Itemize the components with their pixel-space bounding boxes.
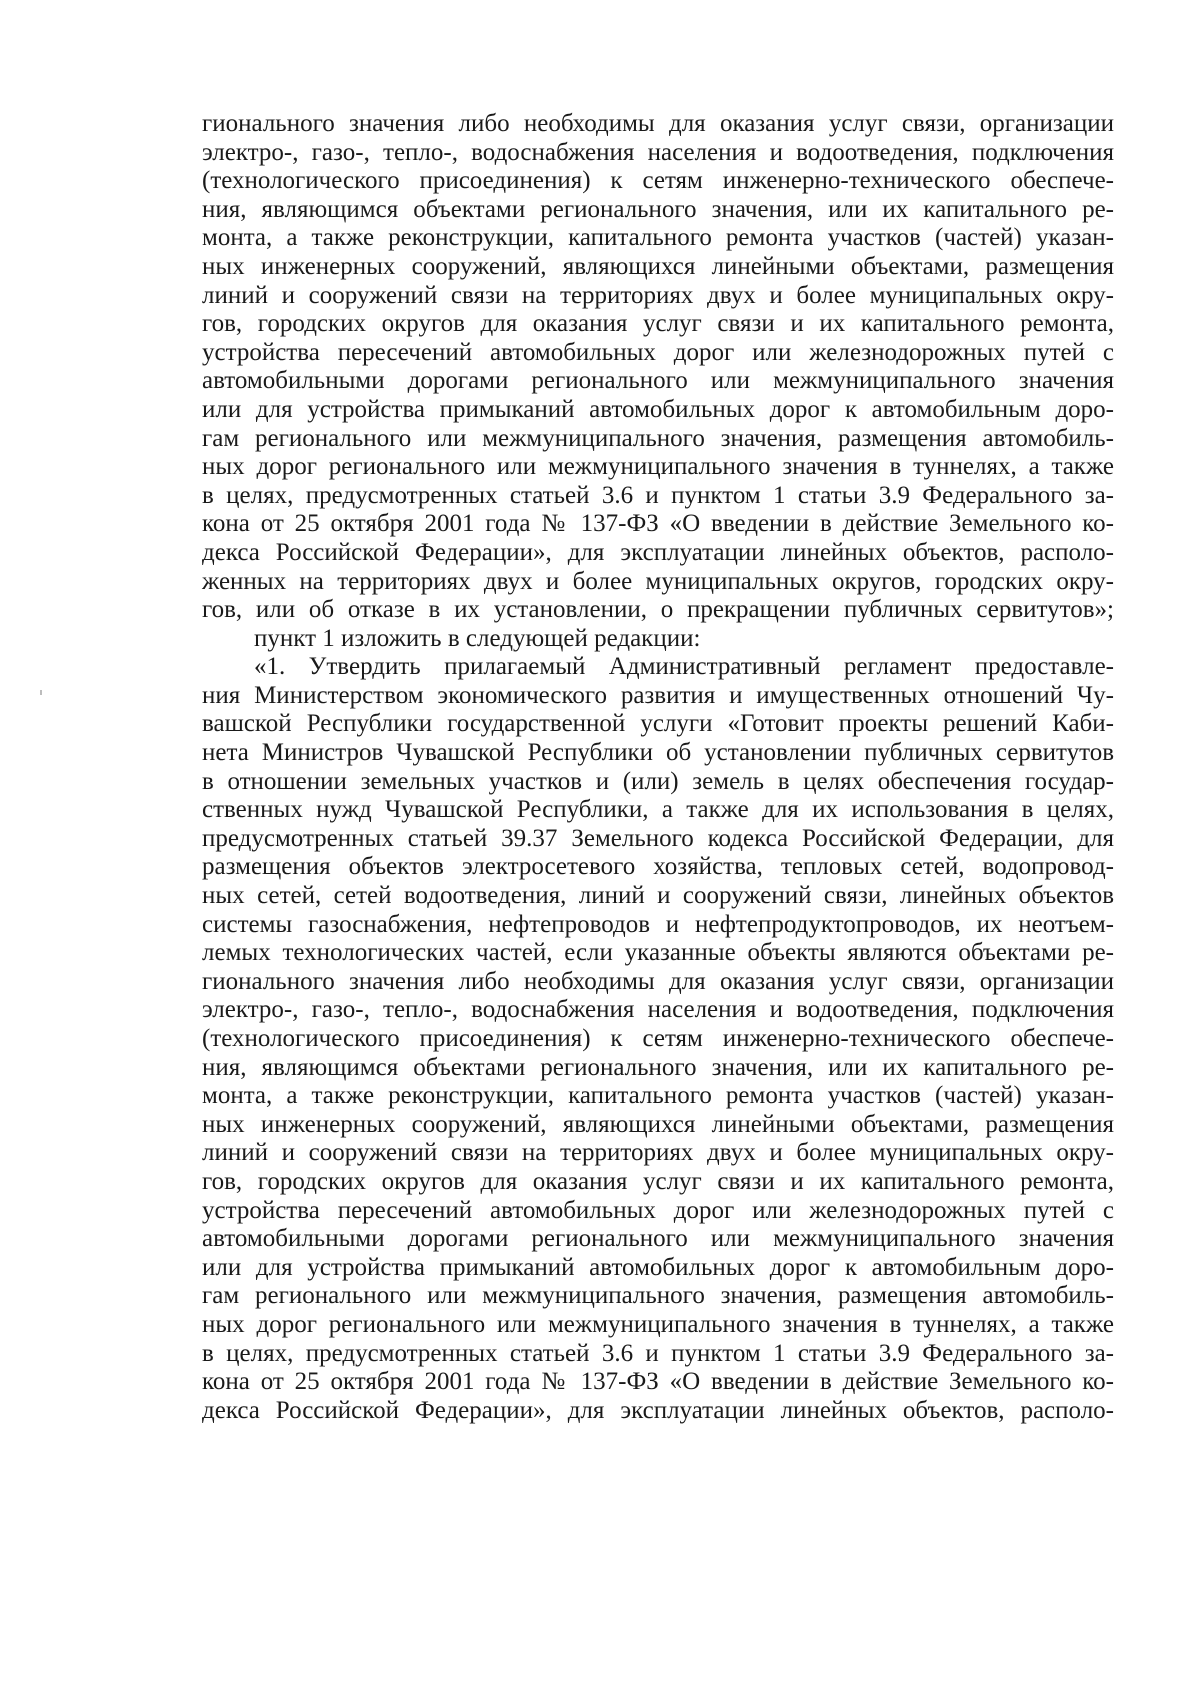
text-line: электро-, газо-, тепло-, водоснабжения населения и водоотведения, подключения	[202, 138, 1114, 166]
text-line: декса Российской Федерации», для эксплуатации линейных объектов, располо-	[202, 538, 1114, 566]
text-line: ния, являющимся объектами регионального значения, или их капитального ре-	[202, 195, 1114, 223]
text-line: гов, городских округов для оказания услуг связи и их капитального ремонта,	[202, 310, 1114, 338]
text-line: ных дорог регионального или межмуниципального значения в туннелях, а также	[202, 1310, 1114, 1338]
text-line: ных сетей, сетей водоотведения, линий и сооружений связи, линейных объектов	[202, 882, 1114, 910]
text-line: или для устройства примыканий автомобильных дорог к автомобильным доро-	[202, 395, 1114, 423]
text-line: автомобильными дорогами регионального или межмуниципального значения	[202, 367, 1114, 395]
text-line: гионального значения либо необходимы для оказания услуг связи, организации	[202, 967, 1114, 995]
text-line: женных на территориях двух и более муниципальных округов, городских окру-	[202, 567, 1114, 595]
scan-artifact	[40, 690, 42, 695]
text-line: декса Российской Федерации», для эксплуатации линейных объектов, располо-	[202, 1396, 1114, 1424]
text-line: ных инженерных сооружений, являющихся линейными объектами, размещения	[202, 1110, 1114, 1138]
text-line: ния Министерством экономического развития и имущественных отношений Чу-	[202, 681, 1114, 709]
text-line: линий и сооружений связи на территориях двух и более муниципальных окру-	[202, 1139, 1114, 1167]
text-line: лемых технологических частей, если указанные объекты являются объектами ре-	[202, 939, 1114, 967]
text-line: вашской Республики государственной услуги «Готовит проекты решений Каби-	[202, 710, 1114, 738]
text-line: ния, являющимся объектами регионального значения, или их капитального ре-	[202, 1053, 1114, 1081]
text-line: гионального значения либо необходимы для оказания услуг связи, организации	[202, 110, 1114, 137]
text-line: предусмотренных статьей 39.37 Земельного кодекса Российской Федерации, для	[202, 824, 1114, 852]
text-line: устройства пересечений автомобильных дорог или железнодорожных путей с	[202, 1196, 1114, 1224]
text-line: линий и сооружений связи на территориях двух и более муниципальных окру-	[202, 281, 1114, 309]
text-line: кона от 25 октября 2001 года № 137-ФЗ «О введении в действие Земельного ко-	[202, 1368, 1114, 1396]
text-line: гов, или об отказе в их установлении, о прекращении публичных сервитутов»;	[202, 596, 1114, 624]
text-line: электро-, газо-, тепло-, водоснабжения населения и водоотведения, подключения	[202, 996, 1114, 1024]
text-line: гам регионального или межмуниципального значения, размещения автомобиль-	[202, 424, 1114, 452]
text-line: кона от 25 октября 2001 года № 137-ФЗ «О введении в действие Земельного ко-	[202, 510, 1114, 538]
text-line: системы газоснабжения, нефтепроводов и нефтепродуктопроводов, их неотъем-	[202, 910, 1114, 938]
text-line: (технологического присоединения) к сетям инженерно-технического обеспече-	[202, 167, 1114, 195]
text-line: в отношении земельных участков и (или) земель в целях обеспечения государ-	[202, 767, 1114, 795]
text-line: размещения объектов электросетевого хозяйства, тепловых сетей, водопровод-	[202, 853, 1114, 881]
text-line-paragraph-start: «1. Утвердить прилагаемый Административный регламент предоставле-	[254, 653, 1114, 681]
text-line: автомобильными дорогами регионального или межмуниципального значения	[202, 1225, 1114, 1253]
text-line: монта, а также реконструкции, капитального ремонта участков (частей) указан-	[202, 1082, 1114, 1110]
text-line: гов, городских округов для оказания услуг связи и их капитального ремонта,	[202, 1167, 1114, 1195]
text-line: устройства пересечений автомобильных дорог или железнодорожных путей с	[202, 338, 1114, 366]
text-line: в целях, предусмотренных статьей 3.6 и пунктом 1 статьи 3.9 Федерального за-	[202, 1339, 1114, 1367]
text-line: монта, а также реконструкции, капитального ремонта участков (частей) указан-	[202, 224, 1114, 252]
text-line: или для устройства примыканий автомобильных дорог к автомобильным доро-	[202, 1253, 1114, 1281]
text-line-paragraph-start: пункт 1 изложить в следующей редакции:	[254, 624, 701, 652]
text-line: гам регионального или межмуниципального значения, размещения автомобиль-	[202, 1282, 1114, 1310]
text-line: ных дорог регионального или межмуниципального значения в туннелях, а также	[202, 453, 1114, 481]
text-line: ных инженерных сооружений, являющихся линейными объектами, размещения	[202, 252, 1114, 280]
text-line: (технологического присоединения) к сетям инженерно-технического обеспече-	[202, 1025, 1114, 1052]
text-line: ственных нужд Чувашской Республики, а также для их использования в целях,	[202, 796, 1114, 824]
text-line: нета Министров Чувашской Республики об установлении публичных сервитутов	[202, 739, 1114, 767]
text-line: в целях, предусмотренных статьей 3.6 и пунктом 1 статьи 3.9 Федерального за-	[202, 481, 1114, 509]
document-body	[202, 110, 1114, 1425]
